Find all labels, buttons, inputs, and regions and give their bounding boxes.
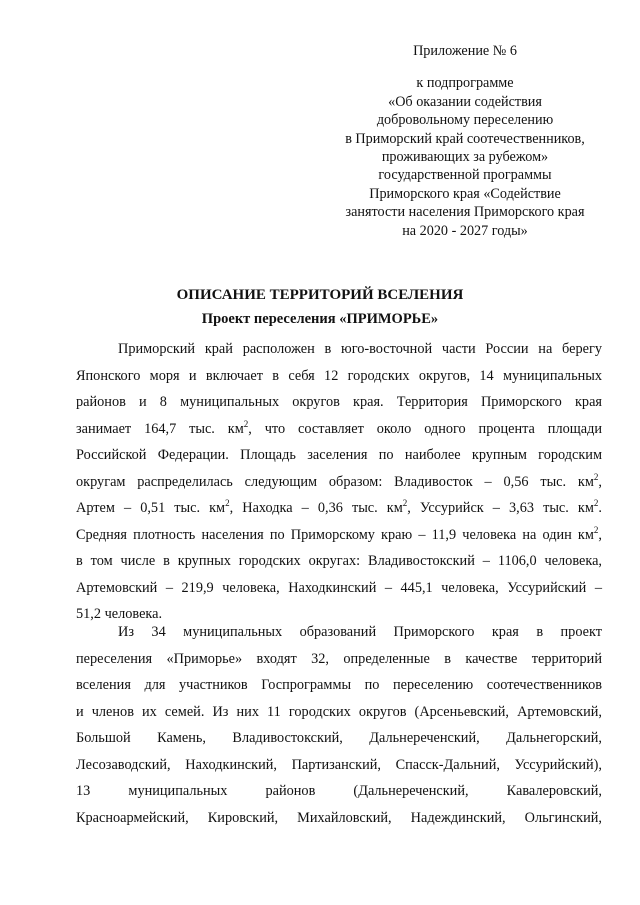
text-line: 51,2 человека. [76, 606, 163, 622]
text-line: Японского моря и включает в себя 12 городских округов, 14 муниципальных [76, 367, 602, 384]
appendix-line: занятости населения Приморского края [345, 204, 585, 221]
text-fragment: , [598, 526, 602, 543]
superscript: 2 [225, 498, 230, 508]
appendix-number: Приложение № 6 [413, 43, 517, 59]
appendix-line: Приморского края «Содействие [369, 185, 561, 202]
text-line: и членов их семей. Из них 11 городских округов (Арсеньевский, Артемовский, [76, 703, 602, 720]
text-fragment: округам распределилась следующим образом: Владивосток – 0,56 тыс. км [76, 473, 594, 490]
paragraph-municipalities [76, 619, 602, 831]
superscript: 2 [402, 498, 408, 508]
appendix-line: на 2020 - 2027 годы» [402, 222, 528, 239]
appendix-line: в Приморский край соотечественников, [345, 130, 585, 147]
appendix-line: «Об оказании содействия [388, 93, 542, 110]
text-line: Красноармейский, Кировский, Михайловский, Надеждинский, Ольгинский, [76, 809, 602, 826]
superscript: 2 [593, 498, 599, 508]
document-title: ОПИСАНИЕ ТЕРРИТОРИЙ ВСЕЛЕНИЯ [176, 287, 464, 303]
text-fragment: Средняя плотность населения по Приморскому краю – 11,9 человека на один км [76, 526, 594, 543]
text-line: Лесозаводский, Находкинский, Партизанский, Спасск-Дальний, Уссурийский), [76, 756, 602, 773]
text-fragment: , Уссурийск – 3,63 тыс. км [407, 500, 594, 516]
appendix-header [330, 42, 600, 240]
text-fragment: . [598, 500, 602, 516]
appendix-line: проживающих за рубежом» [381, 149, 549, 166]
text-fragment: занимает 164,7 тыс. км [76, 420, 244, 437]
text-line: районов и 8 муниципальных округов края. Территория Приморского края [76, 394, 602, 410]
text-line: переселения «Приморье» входят 32, определенные в качестве территорий [76, 650, 602, 667]
text-line: в том числе в крупных городских округах: Владивостокский – 1106,0 человека, [76, 553, 602, 569]
appendix-line: к подпрограмме [416, 75, 514, 92]
appendix-line: государственной программы [378, 167, 552, 184]
document-subtitle: Проект переселения «ПРИМОРЬЕ» [201, 311, 439, 327]
text-line: Большой Камень, Владивостокский, Дальнереченский, Дальнегорский, [76, 730, 602, 746]
text-fragment: , Находка – 0,36 тыс. км [229, 500, 403, 516]
text-line: Приморский край расположен в юго-восточной части России на берегу [118, 341, 602, 357]
text-line-density [76, 522, 602, 549]
text-line-cities [76, 495, 602, 522]
text-line-area [76, 416, 602, 443]
superscript: 2 [593, 524, 599, 535]
paragraph-territory [76, 336, 602, 628]
text-fragment: , [598, 473, 602, 490]
text-line: 13 муниципальных районов (Дальнереченский, Кавалеровский, [76, 783, 602, 799]
text-line: Российской Федерации. Площадь заселения по наиболее крупным городским [76, 447, 602, 463]
text-line: Из 34 муниципальных образований Приморского края в проект [118, 624, 602, 640]
text-line: Артемовский – 219,9 человека, Находкинский – 445,1 человека, Уссурийский – [76, 579, 602, 596]
text-line-vladivostok [76, 469, 602, 496]
superscript: 2 [593, 471, 599, 482]
text-line: вселения для участников Госпрограммы по переселению соотечественников [76, 677, 602, 693]
text-fragment: Артем – 0,51 тыс. км [76, 500, 226, 516]
text-fragment: , что составляет около одного процента площади [248, 420, 603, 437]
superscript: 2 [243, 418, 249, 429]
appendix-line: добровольному переселению [376, 112, 554, 129]
